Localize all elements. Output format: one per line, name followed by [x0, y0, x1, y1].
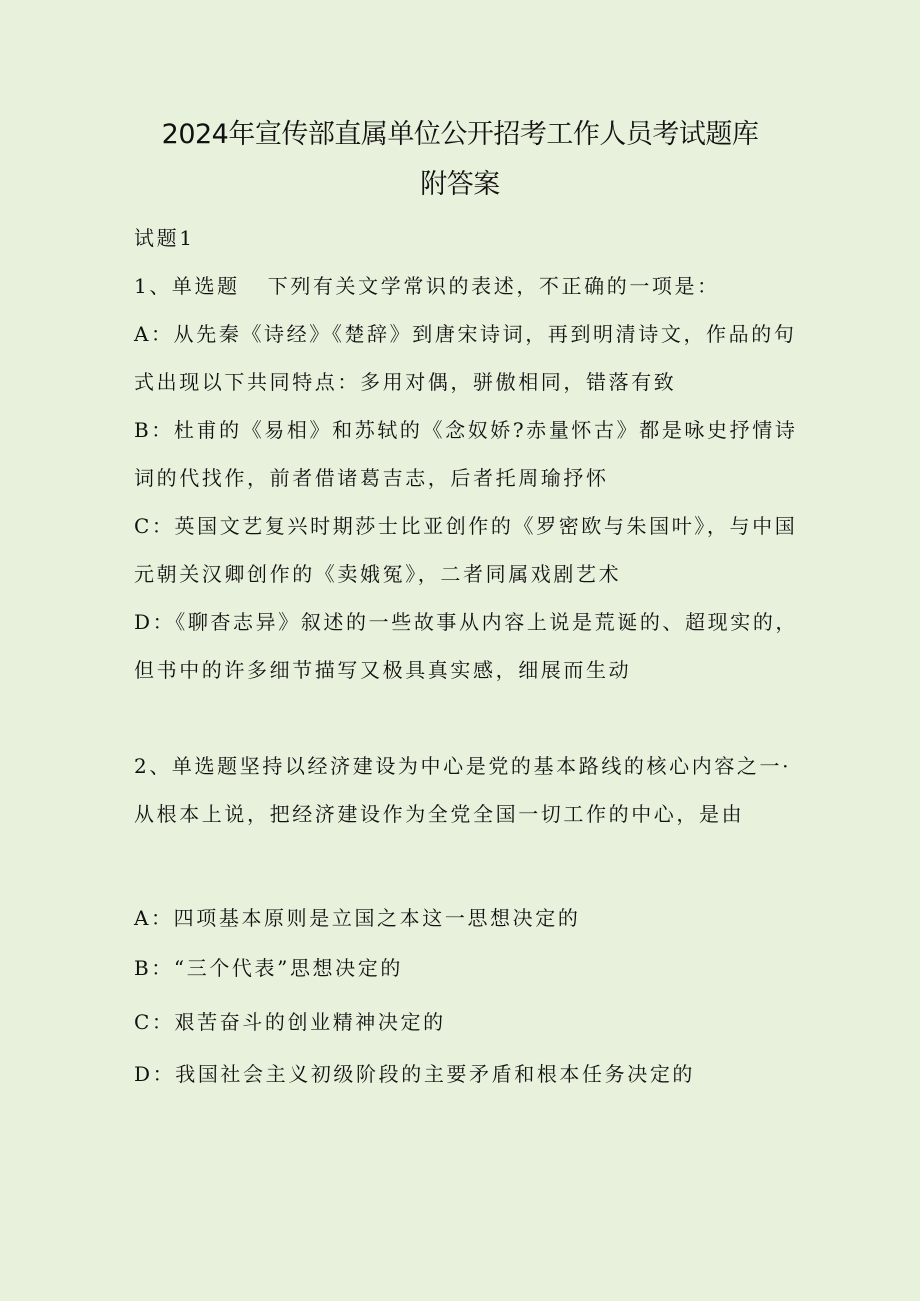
- q1-option-a-line1: A：从先秦《诗经》《楚辞》到唐宋诗词，再到明清诗文，作品的句: [134, 322, 797, 346]
- q1-option-d-line2: 但书中的许多细节描写又极具真实感，细展而生动: [134, 658, 632, 682]
- question-1-header: [134, 270, 720, 299]
- q1-option-c-line2: 元朝关汉卿创作的《卖娥冤》，二者同属戏剧艺术: [134, 562, 622, 586]
- q1-option-c-line1: C：英国文艺复兴时期莎士比亚创作的《罗密欧与朱国叶》，与中国: [134, 514, 798, 538]
- document-title-line1: 2024年宣传部直属单位公开招考工作人员考试题库: [161, 119, 759, 150]
- q2-option-d: D：我国社会主义初级阶段的主要矛盾和根本任务决定的: [134, 1062, 696, 1086]
- q1-option-b-line1: B：杜甫的《易相》和苏轼的《念奴娇?赤量怀古》都是咏史抒情诗: [134, 418, 798, 442]
- section-label: 试题1: [134, 226, 195, 250]
- q1-option-a-line2: 式出现以下共同特点：多用对偶，骈傲相同，错落有致: [134, 370, 677, 394]
- q1-option-b-line2: 词的代找作，前者借诸葛吉志，后者托周瑜抒怀: [134, 466, 609, 490]
- question-1-number: 1、单选题: [134, 274, 240, 298]
- document-title-line2: 附答案: [420, 169, 500, 200]
- question-2-stem-line1: 2、单选题坚持以经济建设为中心是党的基本路线的核心内容之一·: [134, 754, 792, 778]
- q2-option-b: B：“三个代表”思想决定的: [134, 956, 403, 980]
- q2-option-a: A：四项基本原则是立国之本这一思想决定的: [134, 906, 581, 930]
- question-2-stem-line2: 从根本上说，把经济建设作为全党全国一切工作的中心，是由: [134, 802, 745, 826]
- question-1-stem: 下列有关文学常识的表述，不正确的一项是：: [267, 274, 720, 298]
- q2-option-c: C：艰苦奋斗的创业精神决定的: [134, 1010, 446, 1034]
- q1-option-d-line1: D：《聊杳志异》叙述的一些故事从内容上说是荒诞的、超现实的，: [134, 610, 799, 634]
